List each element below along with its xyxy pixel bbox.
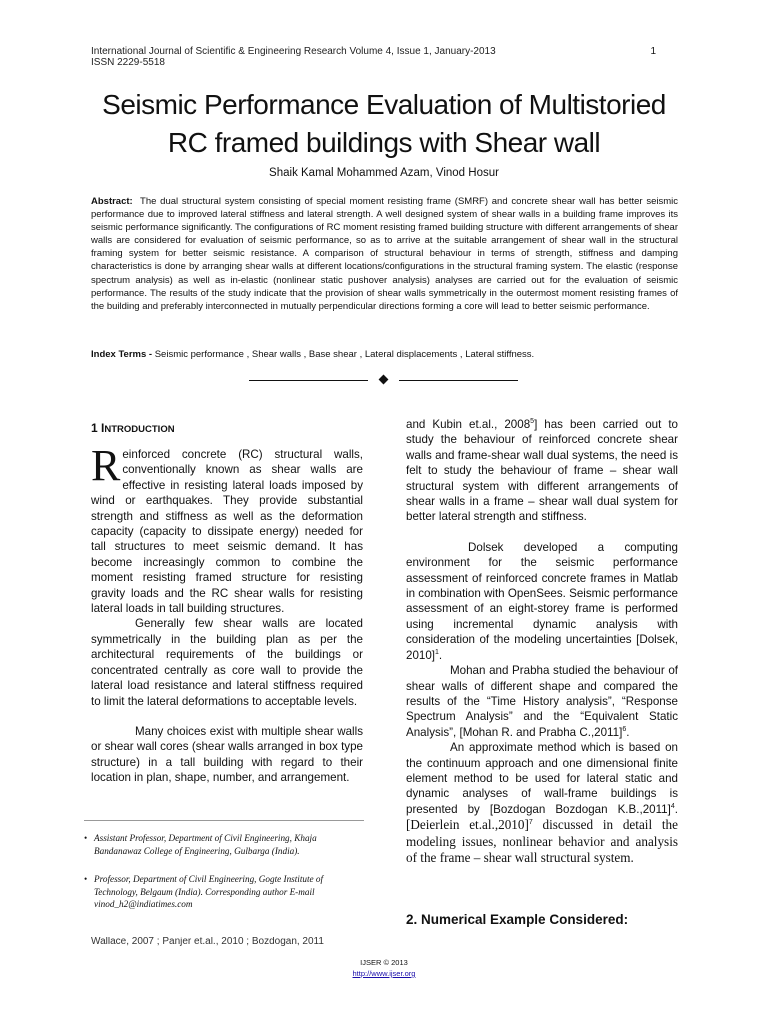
journal-url-link[interactable]: http://www.ijser.org	[352, 969, 416, 978]
footnotes	[84, 826, 364, 911]
intro-paragraph-2: Generally few shear walls are located symmetrically in the building plan as per the architectural requirements of the buildings or concentrated centrally as core wall to provide the lateral load resistance and lateral stiffness required to limit the lateral deformations to acceptable levels.	[91, 617, 363, 708]
right-paragraph-3-text: Mohan and Prabha studied the behaviour of shear walls of different shape and compared the results of the “Time History analysis”, “Response Spectrum Analysis” and the “Equivalent Static Analysis”, [Mohan R. and Prabha C.,2011]	[406, 664, 678, 739]
bullet-icon: •	[84, 833, 88, 843]
right-paragraph-2-text: Dolsek developed a computing environment for the seismic performance assessment of reinforced concrete frames in Matlab in combination with OpenSees. Seismic performance assessment of an eight-storey frame is performed using incremental dynamic analysis with consideration of the modeling uncertainties [Dolsek, 2010]	[406, 540, 678, 662]
right-paragraph-5-rest: discussed in detail the modeling issues, nonlinear behavior and analysis of the frame – shear wall structural system.	[406, 817, 678, 865]
cut-off-text-line: Wallace, 2007 ; Panjer et.al., 2010 ; Bozdogan, 2011	[91, 937, 324, 946]
diamond-icon	[379, 375, 389, 385]
section-divider	[0, 374, 768, 386]
copyright-footer: IJSER © 2013	[360, 958, 408, 967]
right-paragraph-5-start: [Deierlein et.al.,2010]	[406, 817, 529, 833]
left-column	[91, 441, 363, 786]
drop-cap: R	[91, 441, 121, 490]
right-paragraph-2: Dolsek developed a computing environment for the seismic performance assessment of reinforced concrete frames in Matlab in combination with OpenSees. Seismic performance assessment of an eight-storey frame is performed using incremental dynamic analysis with consideration of the modeling uncertainties [Dolsek, 2010]$^1$.	[406, 540, 678, 662]
footnote-1-text: Assistant Professor, Department of Civil Engineering, Khaja Bandanawaz College of Engineering, Gulbarga (India).	[94, 833, 317, 856]
citation-sup: 6	[622, 725, 627, 733]
section-1-heading	[91, 421, 175, 435]
index-terms-label: Index Terms -	[91, 349, 153, 360]
paper-title	[40, 86, 728, 162]
intro-paragraph-3: Many choices exist with multiple shear walls or shear wall cores (shear walls arranged in box type structure) in a tall building with regard to their location in plan, shape, number, and arrangement.	[91, 724, 363, 785]
section-1-first-letter: I	[101, 421, 105, 435]
index-terms-text: Seismic performance , Shear walls , Base shear , Lateral displacements , Lateral stiffness.	[154, 349, 535, 360]
footnote-1	[84, 832, 364, 857]
abstract-text: The dual structural system consisting of special moment resisting frame (SMRF) and concrete shear wall has better seismic performance due to improved lateral stiffness and lateral strength. A well designed system of shear walls in a building frame improves its seismic performance significantly. The configurations of RC moment resisting framed building structure with different arrangements of shear walls are considered for evaluation of seismic performance, so as to arrive at the suitable arrangement of shear wall in the structural framing system for better seismic resistance. A comparison of structural behaviour in terms of strength, stiffness and damping characteristics is done by arranging shear walls at different locations/configurations in the structural framing system. The elastic (response spectrum analysis) as well as in-elastic (nonlinear static pushover analysis) analyses are carried out for the evaluation of seismic performance. The results of the study indicate that the provision of shear walls symmetrically in the outermost moment resisting frames of the building and preferably interconnected in mutually perpendicular directions forming a core will lead to better seismic performance.	[91, 196, 678, 312]
right-paragraph-3: Mohan and Prabha studied the behaviour of shear walls of different shape and compared the results of the “Time History analysis”, “Response Spectrum Analysis” and the “Equivalent Static Analysis”, [Mohan R. and Prabha C.,2011]$^6$.	[406, 664, 678, 739]
intro-paragraph-1	[91, 441, 363, 616]
intro-paragraph-1-text: einforced concrete (RC) structural walls, conventionally known as shear walls are effective in resisting lateral loads imposed by wind or earthquakes. They provide substantial strength and stiffness as well as the deformation capacity (capacity to dissipate energy) needed for tall structures to meet seismic demand. It has become increasingly common to combine the moment resisting framed structure for resisting gravity loads and the RC shear walls for resisting lateral loads in tall building structures.	[91, 448, 363, 616]
section-1-title-rest: NTRODUCTION	[104, 424, 175, 435]
journal-header: International Journal of Scientific & Engineering Research Volume 4, Issue 1, January-2013	[91, 46, 496, 57]
footnote-separator	[84, 820, 364, 821]
section-2-heading: 2. Numerical Example Considered:	[406, 912, 629, 927]
title-line-2: RC framed buildings with Shear wall	[167, 127, 601, 158]
divider-line-right	[399, 380, 518, 381]
right-paragraph-4: An approximate method which is based on the continuum approach and one dimensional finite element method to be used for lateral static and dynamic analyses of wall-frame buildings is presented by [Bozdogan Bozdogan K.B.,2011]$^4$. [Deierlein et.al.,2010]$^7$ discussed in detail the modeling issues, nonlinear behavior and analysis of the frame – shear wall structural system.	[406, 741, 678, 865]
divider-line-left	[249, 380, 368, 381]
abstract-label: Abstract:	[91, 196, 133, 207]
index-terms	[91, 349, 678, 361]
right-paragraph-1	[406, 417, 678, 525]
footnote-2	[84, 873, 364, 911]
abstract	[91, 195, 678, 313]
citation-sup: 1	[435, 648, 439, 656]
issn: ISSN 2229-5518	[91, 57, 165, 68]
citation-sup: 7	[528, 819, 533, 827]
footnote-2-text: Professor, Department of Civil Engineering, Gogte Institute of Technology, Belgaum (India). Corresponding author E-mail vinod_h2@indiatimes.com	[94, 874, 324, 910]
authors: Shaik Kamal Mohammed Azam, Vinod Hosur	[269, 167, 499, 179]
right-paragraph-1-start: and Kubin et.al., 2008	[406, 418, 531, 431]
citation-sup: 4	[670, 802, 675, 810]
title-line-1: Seismic Performance Evaluation of Multistoried	[102, 89, 666, 120]
citation-sup: 5	[530, 418, 535, 426]
right-paragraph-4-text: An approximate method which is based on the continuum approach and one dimensional finite element method to be used for lateral static and dynamic analyses of wall-frame buildings is presented by [Bozdogan Bozdogan K.B.,2011]	[406, 741, 678, 816]
section-1-number: 1	[91, 421, 98, 435]
right-paragraph-1-rest: ] has been carried out to study the behaviour of reinforced concrete shear walls and frame-shear wall dual systems, the need is felt to study the behaviour of frame – shear wall structural system with different arrangements of shear walls in a frame – shear wall dual system for better lateral strength and stiffness.	[406, 418, 678, 524]
bullet-icon: •	[84, 874, 88, 885]
page-number: 1	[650, 46, 656, 57]
right-column	[406, 417, 678, 866]
